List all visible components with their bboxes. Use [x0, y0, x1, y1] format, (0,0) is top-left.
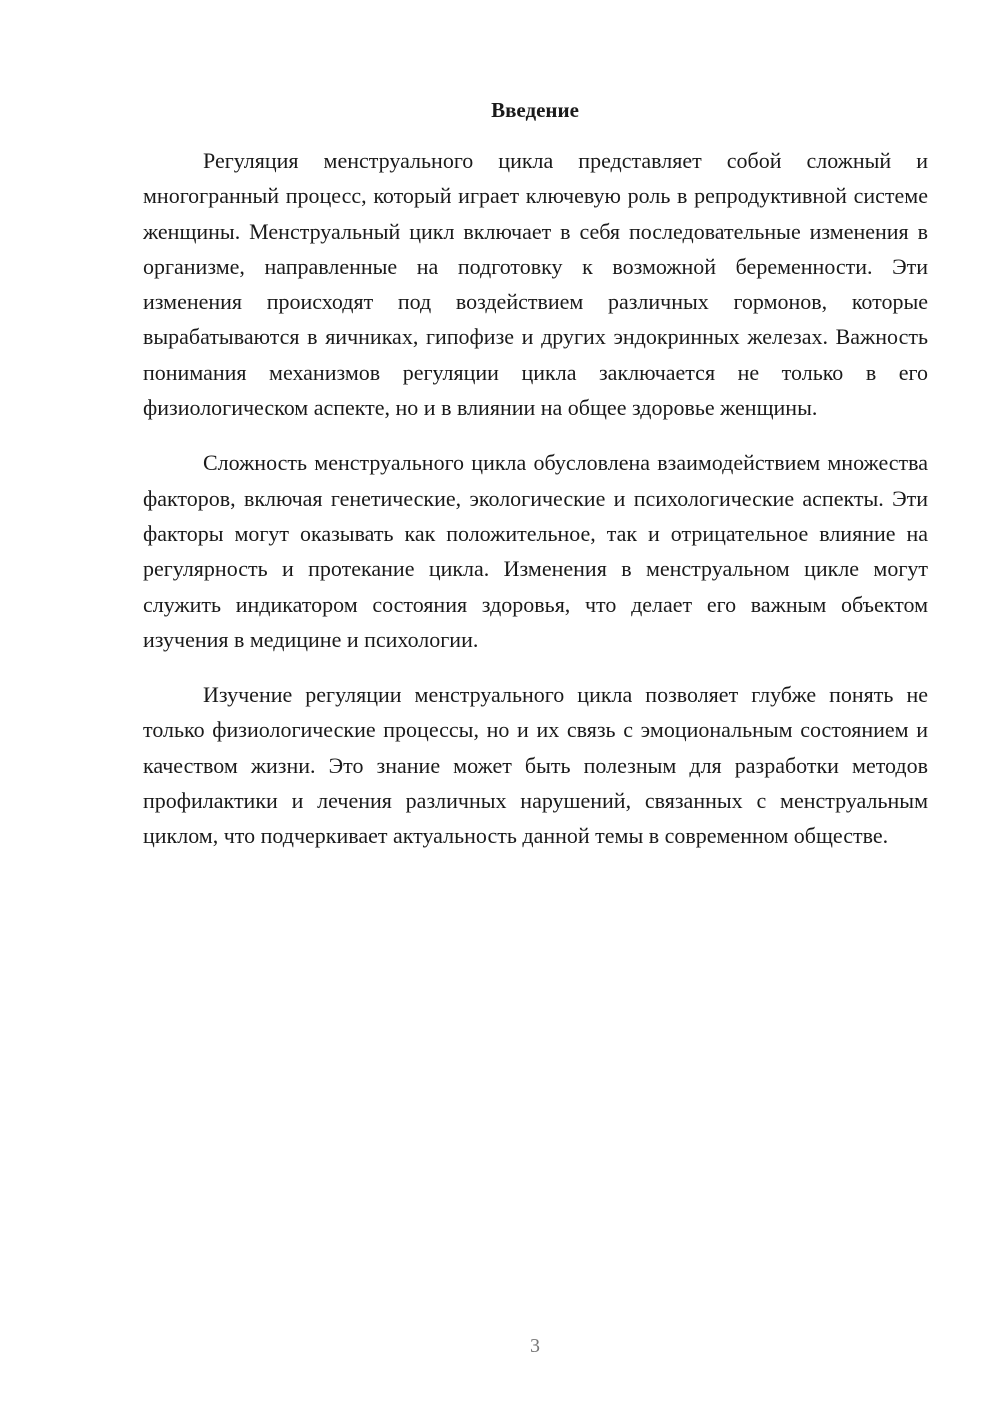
document-body: [143, 143, 928, 874]
paragraph: Регуляция менструального цикла представляет собой сложный и многогранный процесс, который играет ключевую роль в репродуктивной системе женщины. Менструальный цикл включает в себя последовательные изменения в организме, направленные на подготовку к возможной беременности. Эти изменения происходят под воздействием различных гормонов, которые вырабатываются в яичниках, гипофизе и других эндокринных железах. Важность понимания механизмов регуляции цикла заключается не только в его физиологическом аспекте, но и в влиянии на общее здоровье женщины.: [143, 148, 928, 421]
section-title: Введение: [491, 98, 579, 122]
paragraph: Сложность менструального цикла обусловлена взаимодействием множества факторов, включая генетические, экологические и психологические аспекты. Эти факторы могут оказывать как положительное, так и отрицательное влияние на регулярность и протекание цикла. Изменения в менструальном цикле могут служить индикатором состояния здоровья, что делает его важным объектом изучения в медицине и психологии.: [143, 450, 928, 652]
page-number: 3: [530, 1335, 540, 1357]
paragraph: Изучение регуляции менструального цикла позволяет глубже понять не только физиологические процессы, но и их связь с эмоциональным состоянием и качеством жизни. Это знание может быть полезным для разработки методов профилактики и лечения различных нарушений, связанных с менструальным циклом, что подчеркивает актуальность данной темы в современном обществе.: [143, 682, 928, 849]
